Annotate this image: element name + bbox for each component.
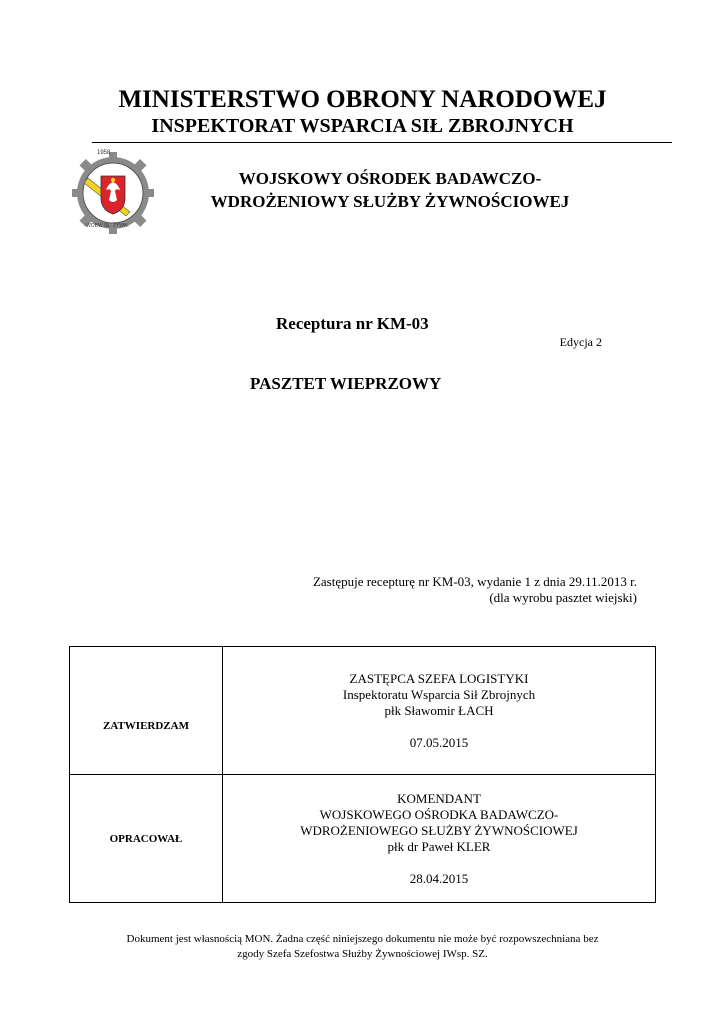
product-name: PASZTET WIEPRZOWY <box>250 374 442 393</box>
replaces-line1: Zastępuje recepturę nr KM-03, wydanie 1 z dnia 29.11.2013 r. <box>312 574 637 589</box>
ministry-title: MINISTERSTWO OBRONY NARODOWEJ <box>118 86 607 113</box>
approval-row-prepared <box>70 775 656 903</box>
footer-line2: zgody Szefa Szefostwa Służby Żywnościowej IWsp. SZ. <box>237 948 488 960</box>
edition-label: Edycja 2 <box>559 335 602 349</box>
institution-name-line2: WDROŻENIOWY SŁUŻBY ŻYWNOŚCIOWEJ <box>210 192 570 211</box>
approval-person: płk Sławomir ŁACH <box>384 702 494 718</box>
institution-name <box>170 167 610 213</box>
replaces-line2: (dla wyrobu pasztet wiejski) <box>489 590 637 605</box>
approval-person: płk dr Paweł KLER <box>387 838 491 854</box>
approval-label <box>70 775 223 903</box>
approval-unit: Inspektoratu Wsparcia Sił Zbrojnych <box>342 686 536 702</box>
approval-date: 07.05.2015 <box>409 734 469 750</box>
approval-date: 28.04.2015 <box>409 870 469 886</box>
logo-caption-text: WOBW SŁ. ŻYWN. <box>86 223 130 229</box>
footer-notice <box>0 932 725 962</box>
logo-year-text: 1958 <box>97 150 111 156</box>
footer-line1: Dokument jest własnością MON. Żadna część niniejszego dokumentu nie może być rozpowszechniana bez <box>126 933 599 945</box>
inspectorate-title: INSPEKTORAT WSPARCIA SIŁ ZBROJNYCH <box>151 115 574 137</box>
recipe-number: Receptura nr KM-03 <box>276 314 429 333</box>
approval-unit-line2: WDROŻENIOWEGO SŁUŻBY ŻYWNOŚCIOWEJ <box>300 822 578 838</box>
approval-label-text: ZATWIERDZAM <box>103 719 189 732</box>
approval-row-approved <box>70 647 656 775</box>
approval-details <box>223 775 656 903</box>
approval-unit: WOJSKOWEGO OŚRODKA BADAWCZO- <box>319 806 559 822</box>
approvals-table <box>69 646 656 903</box>
approval-title: KOMENDANT <box>397 790 481 806</box>
approval-label-text: OPRACOWAŁ <box>109 832 183 845</box>
approval-title: ZASTĘPCA SZEFA LOGISTYKI <box>349 670 529 686</box>
approval-details <box>223 647 656 775</box>
replaces-note <box>217 574 637 606</box>
institution-name-line1: WOJSKOWY OŚRODEK BADAWCZO- <box>238 169 542 188</box>
approval-label <box>70 647 223 775</box>
header-rule <box>92 142 672 143</box>
